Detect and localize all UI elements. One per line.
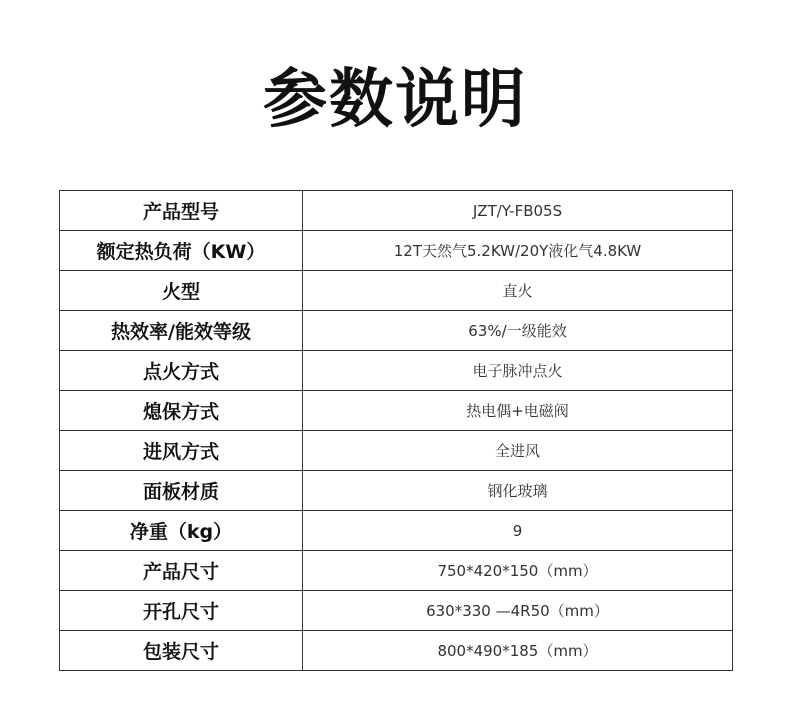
spec-label-rated-heat-load: 额定热负荷（KW） <box>60 231 303 271</box>
table-row <box>60 391 733 431</box>
table-row <box>60 191 733 231</box>
spec-value-rated-heat-load: 12T天然气5.2KW/20Y液化气4.8KW <box>303 231 733 271</box>
table-row <box>60 271 733 311</box>
spec-label-net-weight: 净重（kg） <box>60 511 303 551</box>
spec-value-ignition: 电子脉冲点火 <box>303 351 733 391</box>
spec-value-efficiency: 63%/一级能效 <box>303 311 733 351</box>
spec-label-model: 产品型号 <box>60 191 303 231</box>
spec-value-panel-material: 钢化玻璃 <box>303 471 733 511</box>
spec-value-net-weight: 9 <box>303 511 733 551</box>
spec-value-model: JZT/Y-FB05S <box>303 191 733 231</box>
table-row <box>60 311 733 351</box>
spec-label-panel-material: 面板材质 <box>60 471 303 511</box>
table-row <box>60 471 733 511</box>
spec-label-ignition: 点火方式 <box>60 351 303 391</box>
table-row <box>60 431 733 471</box>
spec-label-efficiency: 热效率/能效等级 <box>60 311 303 351</box>
table-row <box>60 231 733 271</box>
spec-value-cutout-size: 630*330 —4R50（mm） <box>303 591 733 631</box>
spec-label-cutout-size: 开孔尺寸 <box>60 591 303 631</box>
spec-label-flameout-protection: 熄保方式 <box>60 391 303 431</box>
page-title: 参数说明 <box>263 63 527 137</box>
spec-label-flame-type: 火型 <box>60 271 303 311</box>
spec-value-flame-type: 直火 <box>303 271 733 311</box>
spec-label-package-size: 包装尺寸 <box>60 631 303 671</box>
table-row <box>60 631 733 671</box>
spec-label-product-size: 产品尺寸 <box>60 551 303 591</box>
table-row <box>60 551 733 591</box>
spec-value-air-intake: 全进风 <box>303 431 733 471</box>
spec-label-air-intake: 进风方式 <box>60 431 303 471</box>
spec-table <box>59 190 733 671</box>
table-row <box>60 351 733 391</box>
spec-value-product-size: 750*420*150（mm） <box>303 551 733 591</box>
table-row <box>60 511 733 551</box>
spec-value-package-size: 800*490*185（mm） <box>303 631 733 671</box>
spec-value-flameout-protection: 热电偶+电磁阀 <box>303 391 733 431</box>
table-row <box>60 591 733 631</box>
